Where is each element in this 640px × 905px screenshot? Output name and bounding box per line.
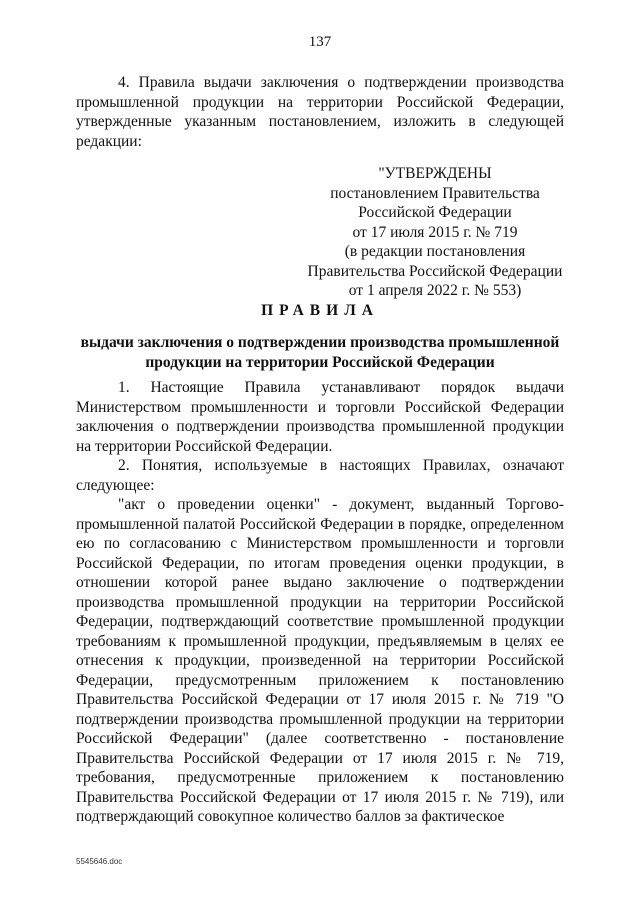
approval-line: Российской Федерации (358, 204, 512, 221)
approval-block (300, 164, 570, 301)
rules-paragraph: 1. Настоящие Правила устанавливают порядок выдачи Министерством промышленности и торговли Российской Федерации заключения о подтверждении производства промышленной продукции на территории Российской Федерации. (76, 379, 564, 455)
approval-line: Правительства Российской Федерации (307, 262, 563, 280)
approval-line: "УТВЕРЖДЕНЫ (378, 165, 492, 182)
rules-title: ПРАВИЛА (261, 302, 379, 319)
rules-subtitle: выдачи заключения о подтверждении производства промышленной продукции на территории Российской Федерации (80, 334, 560, 371)
approval-line: (в редакции постановления (344, 243, 526, 260)
footer-filename: 5545646.doc (76, 857, 123, 866)
rules-paragraph: 2. Понятия, используемые в настоящих Правилах, означают следующее: (76, 457, 564, 494)
approval-line: от 1 апреля 2022 г. № 553) (348, 282, 522, 299)
amendment-paragraph: 4. Правила выдачи заключения о подтверждении производства промышленной продукции на территории Российской Федерации, утвержденные указанным постановлением, изложить в следующей редакции: (76, 74, 564, 150)
page-number: 137 (308, 34, 332, 50)
approval-line: от 17 июля 2015 г. № 719 (352, 223, 518, 241)
approval-line: постановлением Правительства (330, 184, 540, 202)
rules-body (76, 378, 564, 827)
rules-paragraph: "акт о проведении оценки" - документ, выданный Торгово-промышленной палатой Российской Федерации в порядке, определенном ею по согласованию с Министерством промышленности и торговли Российской Федерации, по итогам проведения оценки продукции, в отношении которой ранее выдано заключение о подтверждении производства промышленной продукции на территории Российской Федерации, подтверждающий соответствие промышленной продукции требованиям к промышленной продукции, предъявляемым в целях ее отнесения к продукции, произведенной на территории Российской Федерации, предусмотренным приложением к постановлению Правительства Российской Федерации от 17 июля 2015 г. № 719 "О подтверждении производства промышленной продукции на территории Российской Федерации" (далее соответственно - постановление Правительства Российской Федерации от 17 июля 2015 г. № 719, требования, предусмотренные приложением к постановлению Правительства Российской Федерации от 17 июля 2015 г. № 719), или подтверждающий совокупное количество баллов за фактическое (76, 496, 564, 825)
